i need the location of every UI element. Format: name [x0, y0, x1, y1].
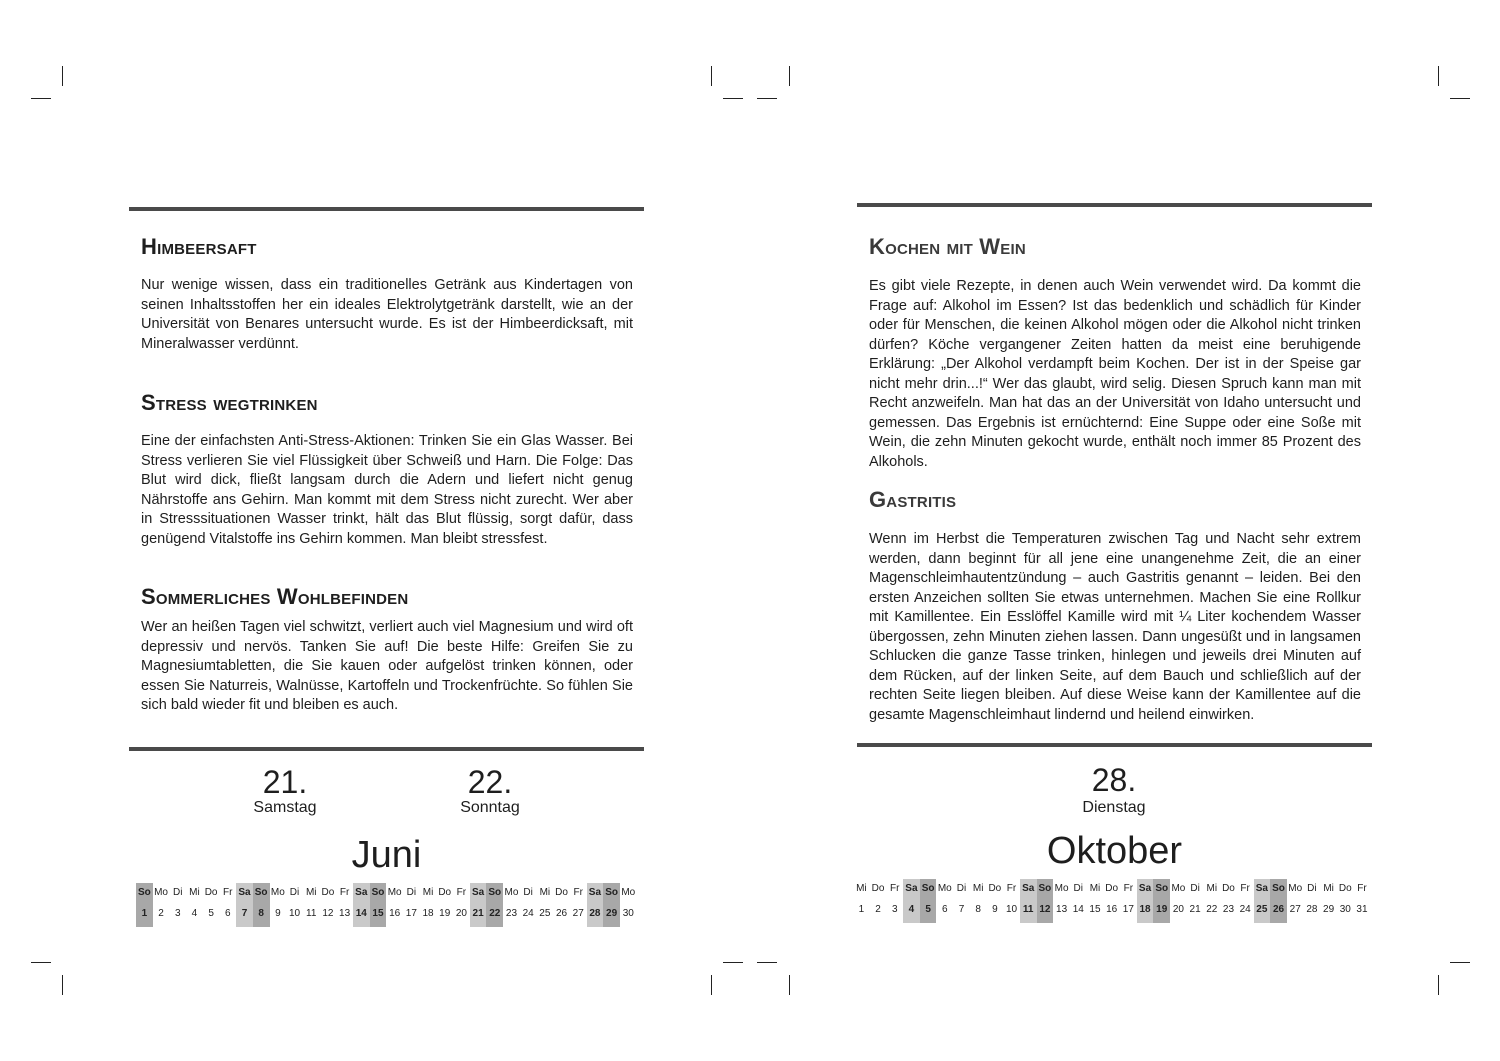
day-cell	[320, 883, 337, 927]
day-number: 1	[141, 908, 148, 919]
day-cell	[987, 879, 1004, 923]
day-weekday: Fr	[889, 883, 900, 894]
day-weekday: Do	[988, 883, 1002, 894]
day-number: 30	[622, 908, 634, 919]
day-weekday: Do	[555, 887, 568, 898]
section-title: Gastritis	[869, 487, 957, 512]
day-weekday: Di	[172, 887, 183, 898]
day-weekday: Mo	[1171, 883, 1186, 894]
day-cell	[353, 883, 370, 927]
day-weekday: Di	[1073, 883, 1083, 894]
crop-mark	[711, 66, 712, 86]
day-number: 31	[1356, 904, 1368, 915]
day-weekday: Fr	[456, 887, 467, 898]
day-number: 5	[208, 908, 214, 919]
section-himbeersaft	[141, 234, 633, 354]
day-cell	[470, 883, 487, 927]
day-number: 15	[1089, 904, 1101, 915]
section-sommerliches-wohlbefinden	[141, 584, 633, 716]
day-cell	[503, 883, 520, 927]
day-number: 10	[1005, 904, 1018, 915]
day-weekday: So	[1038, 883, 1052, 894]
day-cell	[1337, 879, 1354, 923]
day-weekday: Mi	[856, 883, 867, 894]
section-gastritis	[869, 487, 1361, 725]
day-number: 22	[1206, 904, 1218, 915]
crop-mark	[1438, 66, 1439, 86]
section-kochen-mit-wein	[869, 234, 1361, 472]
day-weekday: Sa	[355, 887, 368, 898]
day-number: 16	[389, 908, 401, 919]
day-cell	[453, 883, 470, 927]
day-number: 12	[1039, 904, 1051, 915]
day-weekday: So	[254, 887, 268, 898]
day-weekday: Sa	[471, 887, 485, 898]
crop-mark	[31, 98, 51, 99]
day-cell	[336, 883, 353, 927]
day-number: 25	[1256, 904, 1268, 915]
day-number: 30	[1339, 904, 1351, 915]
day-number: 2	[158, 908, 164, 919]
day-number: 25	[539, 908, 551, 919]
day-number: 23	[1222, 904, 1235, 915]
day-number: 4	[908, 904, 915, 915]
day-weekday: Mi	[422, 887, 434, 898]
day-weekday: Mi	[305, 887, 317, 898]
day-number: 23	[505, 908, 518, 919]
crop-mark	[757, 962, 777, 963]
left-page	[129, 0, 644, 1061]
crop-mark	[757, 98, 777, 99]
day-number: 28	[1306, 904, 1318, 915]
day-number: 16	[1106, 904, 1118, 915]
day-cell	[1203, 879, 1220, 923]
day-number: 28	[589, 908, 601, 919]
day-number: 3	[174, 908, 181, 919]
day-weekday: Di	[289, 887, 300, 898]
day-weekday: Do	[1222, 883, 1235, 894]
date-weekday: Sonntag	[460, 799, 520, 816]
day-weekday: So	[137, 887, 151, 898]
day-cell	[270, 883, 287, 927]
day-cell	[537, 883, 554, 927]
day-weekday: Di	[406, 887, 417, 898]
day-cell	[1354, 879, 1371, 923]
right-page	[857, 0, 1372, 1061]
section-text: Nur wenige wissen, dass ein traditionelles Getränk aus Kindertagen von seinen Inhaltsstoffen her ein ideales Elektrolytgetränk darstellt, wie an der Universität von Benares untersucht wurde. Es ist der Himbeerdicksaft, mit Mineralwasser verdünnt.	[141, 277, 633, 352]
day-number: 12	[322, 908, 334, 919]
day-number: 19	[439, 908, 451, 919]
day-number: 18	[1139, 904, 1151, 915]
day-weekday: Do	[321, 887, 335, 898]
month-day-strip	[136, 883, 637, 927]
day-number: 19	[1156, 904, 1168, 915]
day-cell	[870, 879, 887, 923]
section-text: Eine der einfachsten Anti-Stress-Aktionen: Trinken Sie ein Glas Wasser. Bei Stress verlieren Sie viel Flüssigkeit über Schweiß und Harn. Die Folge: Das Blut wird dick, fließt langsam durch die Adern und liefert nicht genug Nährstoffe ans Gehirn. Man kommt mit dem Stress nicht zurecht. Wer aber in Stresssituationen Wasser trinkt, hält das Blut flüssig, sorgt dafür, dass genügend Vitalstoffe ins Gehirn kommen. Man bleibt stressfest.	[141, 433, 633, 547]
day-number: 11	[306, 908, 317, 919]
day-cell	[603, 883, 620, 927]
day-weekday: Mi	[539, 887, 551, 898]
day-weekday: Do	[871, 883, 885, 894]
day-number: 9	[992, 904, 998, 915]
day-cell	[853, 879, 870, 923]
section-title: Himbeersaft	[141, 234, 257, 259]
month-title: Juni	[351, 834, 422, 876]
day-weekday: Sa	[588, 887, 602, 898]
top-rule	[857, 203, 1372, 207]
day-cell	[153, 883, 170, 927]
day-weekday: Sa	[905, 883, 918, 894]
day-number: 6	[942, 904, 948, 915]
crop-mark	[31, 962, 51, 963]
day-number: 2	[875, 904, 881, 915]
day-cell	[553, 883, 570, 927]
day-cell	[186, 883, 203, 927]
day-number: 3	[891, 904, 898, 915]
day-weekday: Mo	[621, 887, 636, 898]
day-number: 27	[572, 908, 584, 919]
day-cell	[386, 883, 403, 927]
top-rule	[129, 207, 644, 211]
day-cell	[286, 883, 303, 927]
crop-mark	[789, 975, 790, 995]
day-weekday: Fr	[1123, 883, 1134, 894]
day-number: 20	[1172, 904, 1184, 915]
day-weekday: Mi	[1323, 883, 1334, 894]
day-cell	[620, 883, 637, 927]
day-cell	[1103, 879, 1120, 923]
day-number: 8	[258, 908, 264, 919]
day-weekday: Fr	[1240, 883, 1250, 894]
day-weekday: Di	[523, 887, 533, 898]
day-cell	[886, 879, 903, 923]
day-cell	[920, 879, 937, 923]
day-weekday: Mo	[387, 887, 402, 898]
day-weekday: Do	[1338, 883, 1352, 894]
day-weekday: Fr	[573, 887, 583, 898]
day-cell	[403, 883, 420, 927]
crop-mark	[1438, 975, 1439, 995]
day-number: 7	[241, 908, 248, 919]
day-number: 21	[1189, 904, 1201, 915]
day-number: 7	[958, 904, 965, 915]
day-cell	[169, 883, 186, 927]
day-number: 8	[975, 904, 981, 915]
day-weekday: So	[605, 887, 618, 898]
crop-mark	[789, 66, 790, 86]
crop-mark	[723, 962, 743, 963]
day-cell	[420, 883, 437, 927]
day-cell	[1003, 879, 1020, 923]
day-weekday: Fr	[1357, 883, 1367, 894]
day-weekday: Sa	[1255, 883, 1268, 894]
day-number: 13	[339, 908, 351, 919]
day-cell	[1287, 879, 1304, 923]
crop-mark	[723, 98, 743, 99]
day-weekday: Di	[1307, 883, 1317, 894]
day-weekday: Do	[204, 887, 218, 898]
section-title: Stress wegtrinken	[141, 390, 318, 415]
section-title: Sommerliches Wohlbefinden	[141, 584, 409, 609]
day-number: 18	[422, 908, 434, 919]
day-weekday: Fr	[223, 887, 233, 898]
day-weekday: Mi	[1089, 883, 1101, 894]
day-number: 27	[1289, 904, 1301, 915]
day-number: 26	[1272, 904, 1285, 915]
month-day-strip	[853, 879, 1370, 923]
day-cell	[970, 879, 987, 923]
day-weekday: So	[921, 883, 935, 894]
section-text: Wer an heißen Tagen viel schwitzt, verliert auch viel Magnesium und wird oft depressiv und nervös. Tanken Sie auf! Die beste Hilfe: Greifen Sie zu Magnesiumtabletten, die Sie kauen oder aufgelöst trinken können, oder essen Sie Naturreis, Walnüsse, Kartoffeln und Trockenfrüchte. So fühlen Sie sich bald wieder fit und bleiben es auch.	[141, 619, 633, 713]
day-cell	[1254, 879, 1271, 923]
section-text: Wenn im Herbst die Temperaturen zwischen Tag und Nacht sehr extrem werden, dann beginnt für all jene eine unangenehme Zeit, die an einer Magenschleimhautentzündung – auch Gastritis genannt – leiden. Bei den ersten Anzeichen sollten Sie etwas unternehmen. Machen Sie eine Rollkur mit Kamillentee. Ein Esslöffel Kamille wird mit ¼ Liter kochendem Wasser übergossen, zehn Minuten ziehen lassen. Dann ungesüßt und in langsamen Schlucken die ganze Tasse trinken, hinlegen und jeweils drei Minuten auf dem Rücken, auf der linken Seite, auf dem Bauch und schließlich auf der rechten Seite liegen bleiben. Auf diese Weise kann der Kamillentee auf die gesamte Magenschleimhaut lindernd und heilend einwirken.	[869, 531, 1361, 723]
day-cell	[1320, 879, 1337, 923]
day-number: 10	[288, 908, 301, 919]
day-number: 29	[606, 908, 618, 919]
crop-mark	[62, 66, 63, 86]
day-weekday: So	[1155, 883, 1169, 894]
day-number: 24	[1239, 904, 1251, 915]
crop-mark	[62, 975, 63, 995]
day-weekday: Fr	[339, 887, 350, 898]
section-stress-wegtrinken	[141, 390, 633, 549]
day-weekday: Do	[438, 887, 452, 898]
day-weekday: Mo	[1054, 883, 1069, 894]
day-weekday: Sa	[238, 887, 251, 898]
section-text: Es gibt viele Rezepte, in denen auch Wein verwendet wird. Da kommt die Frage auf: Alkohol im Essen? Ist das bedenklich und schädlich für Kinder oder für Menschen, die keinen Alkohol mögen oder die Alkohol nicht trinken dürfen? Köche vergangener Zeiten hatten da meist eine beruhigende Erklärung: „Der Alkohol verdampft beim Kochen. Der ist in der Speise gar nicht mehr drin...!“ Wer das glaubt, wird selig. Diesen Spruch kann man mit Recht anzweifeln. Man hat das an der Universität von Idaho untersucht und gemessen. Das Ergebnis ist ernüchternd: Eine Suppe oder eine Soße mit Wein, die zehn Minuten gekocht wurde, enthält noch immer 85 Prozent des Alkohols.	[869, 278, 1361, 470]
day-cell	[1137, 879, 1154, 923]
crop-mark	[1450, 962, 1470, 963]
day-number: 14	[355, 908, 367, 919]
day-weekday: Mo	[154, 887, 168, 898]
day-cell	[1187, 879, 1204, 923]
day-weekday: So	[1272, 883, 1285, 894]
day-number: 9	[275, 908, 281, 919]
day-number: 15	[372, 908, 384, 919]
day-number: 20	[455, 908, 467, 919]
date-weekday: Dienstag	[1082, 799, 1146, 816]
day-weekday: Mi	[972, 883, 984, 894]
day-cell	[936, 879, 953, 923]
day-weekday: Di	[956, 883, 967, 894]
day-number: 13	[1056, 904, 1068, 915]
day-weekday: So	[488, 887, 502, 898]
day-weekday: So	[371, 887, 385, 898]
crop-mark	[1450, 98, 1470, 99]
day-number: 29	[1323, 904, 1335, 915]
day-weekday: Di	[1190, 883, 1200, 894]
day-weekday: Do	[1105, 883, 1119, 894]
day-cell	[303, 883, 320, 927]
bottom-rule	[129, 747, 644, 751]
day-cell	[253, 883, 270, 927]
day-cell	[1153, 879, 1170, 923]
day-number: 17	[1122, 904, 1134, 915]
day-number: 4	[191, 908, 198, 919]
day-weekday: Sa	[1022, 883, 1035, 894]
day-cell	[1170, 879, 1187, 923]
day-weekday: Mo	[270, 887, 285, 898]
day-cell	[1220, 879, 1237, 923]
day-weekday: Fr	[1006, 883, 1017, 894]
day-number: 21	[472, 908, 484, 919]
day-cell	[1270, 879, 1287, 923]
date-number: 22.	[467, 764, 513, 800]
day-cell	[1304, 879, 1321, 923]
day-number: 24	[522, 908, 534, 919]
day-weekday: Mo	[504, 887, 519, 898]
day-number: 6	[225, 908, 231, 919]
day-number: 22	[489, 908, 501, 919]
bottom-rule	[857, 743, 1372, 747]
day-number: 17	[405, 908, 417, 919]
day-cell	[1120, 879, 1137, 923]
day-number: 11	[1022, 904, 1034, 915]
day-weekday: Mi	[1206, 883, 1218, 894]
day-weekday: Sa	[1138, 883, 1152, 894]
section-title: Kochen mit Wein	[869, 234, 1026, 259]
day-cell	[219, 883, 236, 927]
day-cell	[136, 883, 153, 927]
day-number: 14	[1072, 904, 1084, 915]
day-cell	[953, 879, 970, 923]
day-cell	[370, 883, 387, 927]
day-number: 1	[858, 904, 865, 915]
crop-mark	[711, 975, 712, 995]
day-number: 26	[555, 908, 568, 919]
date-number: 21.	[262, 764, 308, 800]
month-title: Oktober	[1046, 830, 1183, 872]
date-weekday: Samstag	[253, 799, 317, 816]
day-cell	[1037, 879, 1054, 923]
day-cell	[436, 883, 453, 927]
day-cell	[1020, 879, 1037, 923]
day-weekday: Mo	[1288, 883, 1303, 894]
day-cell	[486, 883, 503, 927]
day-cell	[203, 883, 220, 927]
day-cell	[1237, 879, 1254, 923]
day-cell	[570, 883, 587, 927]
day-weekday: Mi	[189, 887, 200, 898]
date-number: 28.	[1091, 762, 1137, 798]
day-cell	[1053, 879, 1070, 923]
day-cell	[1070, 879, 1087, 923]
day-cell	[903, 879, 920, 923]
day-cell	[520, 883, 537, 927]
day-weekday: Mo	[937, 883, 952, 894]
day-cell	[1087, 879, 1104, 923]
day-cell	[236, 883, 253, 927]
day-number: 5	[925, 904, 931, 915]
day-cell	[587, 883, 604, 927]
